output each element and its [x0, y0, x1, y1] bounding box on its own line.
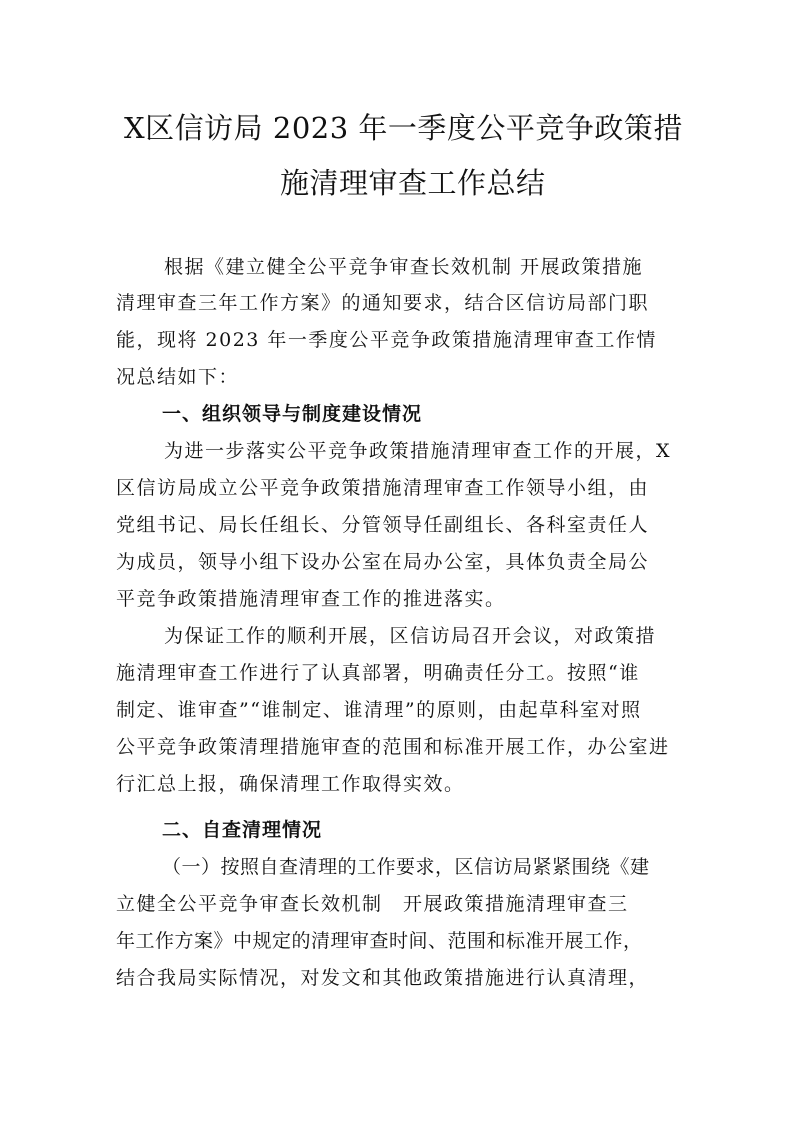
paragraph-line: 为进一步落实公平竞争政策措施清理审查工作的开展，X — [164, 440, 672, 462]
section-heading: 一、组织领导与制度建设情况 — [162, 403, 423, 425]
paragraph-line: （一）按照自查清理的工作要求，区信访局紧紧围绕《建 — [162, 856, 650, 878]
paragraph-line: 平竞争政策措施清理审查工作的推进落实。 — [116, 588, 506, 610]
paragraph-line: 公平竞争政策清理措施审查的范围和标准开展工作，办公室进 — [116, 736, 670, 758]
intro-line: 清理审查三年工作方案》的通知要求，结合区信访局部门职 — [116, 292, 650, 314]
intro-line: 能，现将 2023 年一季度公平竞争政策措施清理审查工作情 — [116, 329, 657, 351]
document-title-line-2: 施清理审查工作总结 — [280, 166, 546, 200]
intro-line: 根据《建立健全公平竞争审查长效机制 开展政策措施 — [164, 256, 644, 278]
paragraph-line: 区信访局成立公平竞争政策措施清理审查工作领导小组，由 — [116, 477, 650, 499]
section-heading: 二、自查清理情况 — [162, 819, 323, 841]
document-title-line-1: X区信访局 2023 年一季度公平竞争政策措 — [124, 111, 683, 145]
paragraph-line: 年工作方案》中规定的清理审查时间、范围和标准开展工作， — [116, 930, 643, 952]
paragraph-line: 立健全公平竞争审查长效机制 开展政策措施清理审查三 — [116, 893, 629, 915]
paragraph-line: 施清理审查工作进行了认真部署，明确责任分工。按照“谁 — [116, 662, 640, 684]
paragraph-line: 党组书记、局长任组长、分管领导任副组长、各科室责任人 — [116, 514, 650, 536]
paragraph-line: 结合我局实际情况，对发文和其他政策措施进行认真清理， — [116, 967, 650, 989]
paragraph-line: 为成员，领导小组下设办公室在局办公室，具体负责全局公 — [116, 551, 650, 573]
paragraph-line: 为保证工作的顺利开展，区信访局召开会议，对政策措 — [164, 625, 657, 647]
intro-line: 况总结如下： — [116, 366, 240, 388]
paragraph-line: 制定、谁审查”“谁制定、谁清理”的原则，由起草科室对照 — [116, 699, 642, 721]
paragraph-line: 行汇总上报，确保清理工作取得实效。 — [116, 773, 465, 795]
